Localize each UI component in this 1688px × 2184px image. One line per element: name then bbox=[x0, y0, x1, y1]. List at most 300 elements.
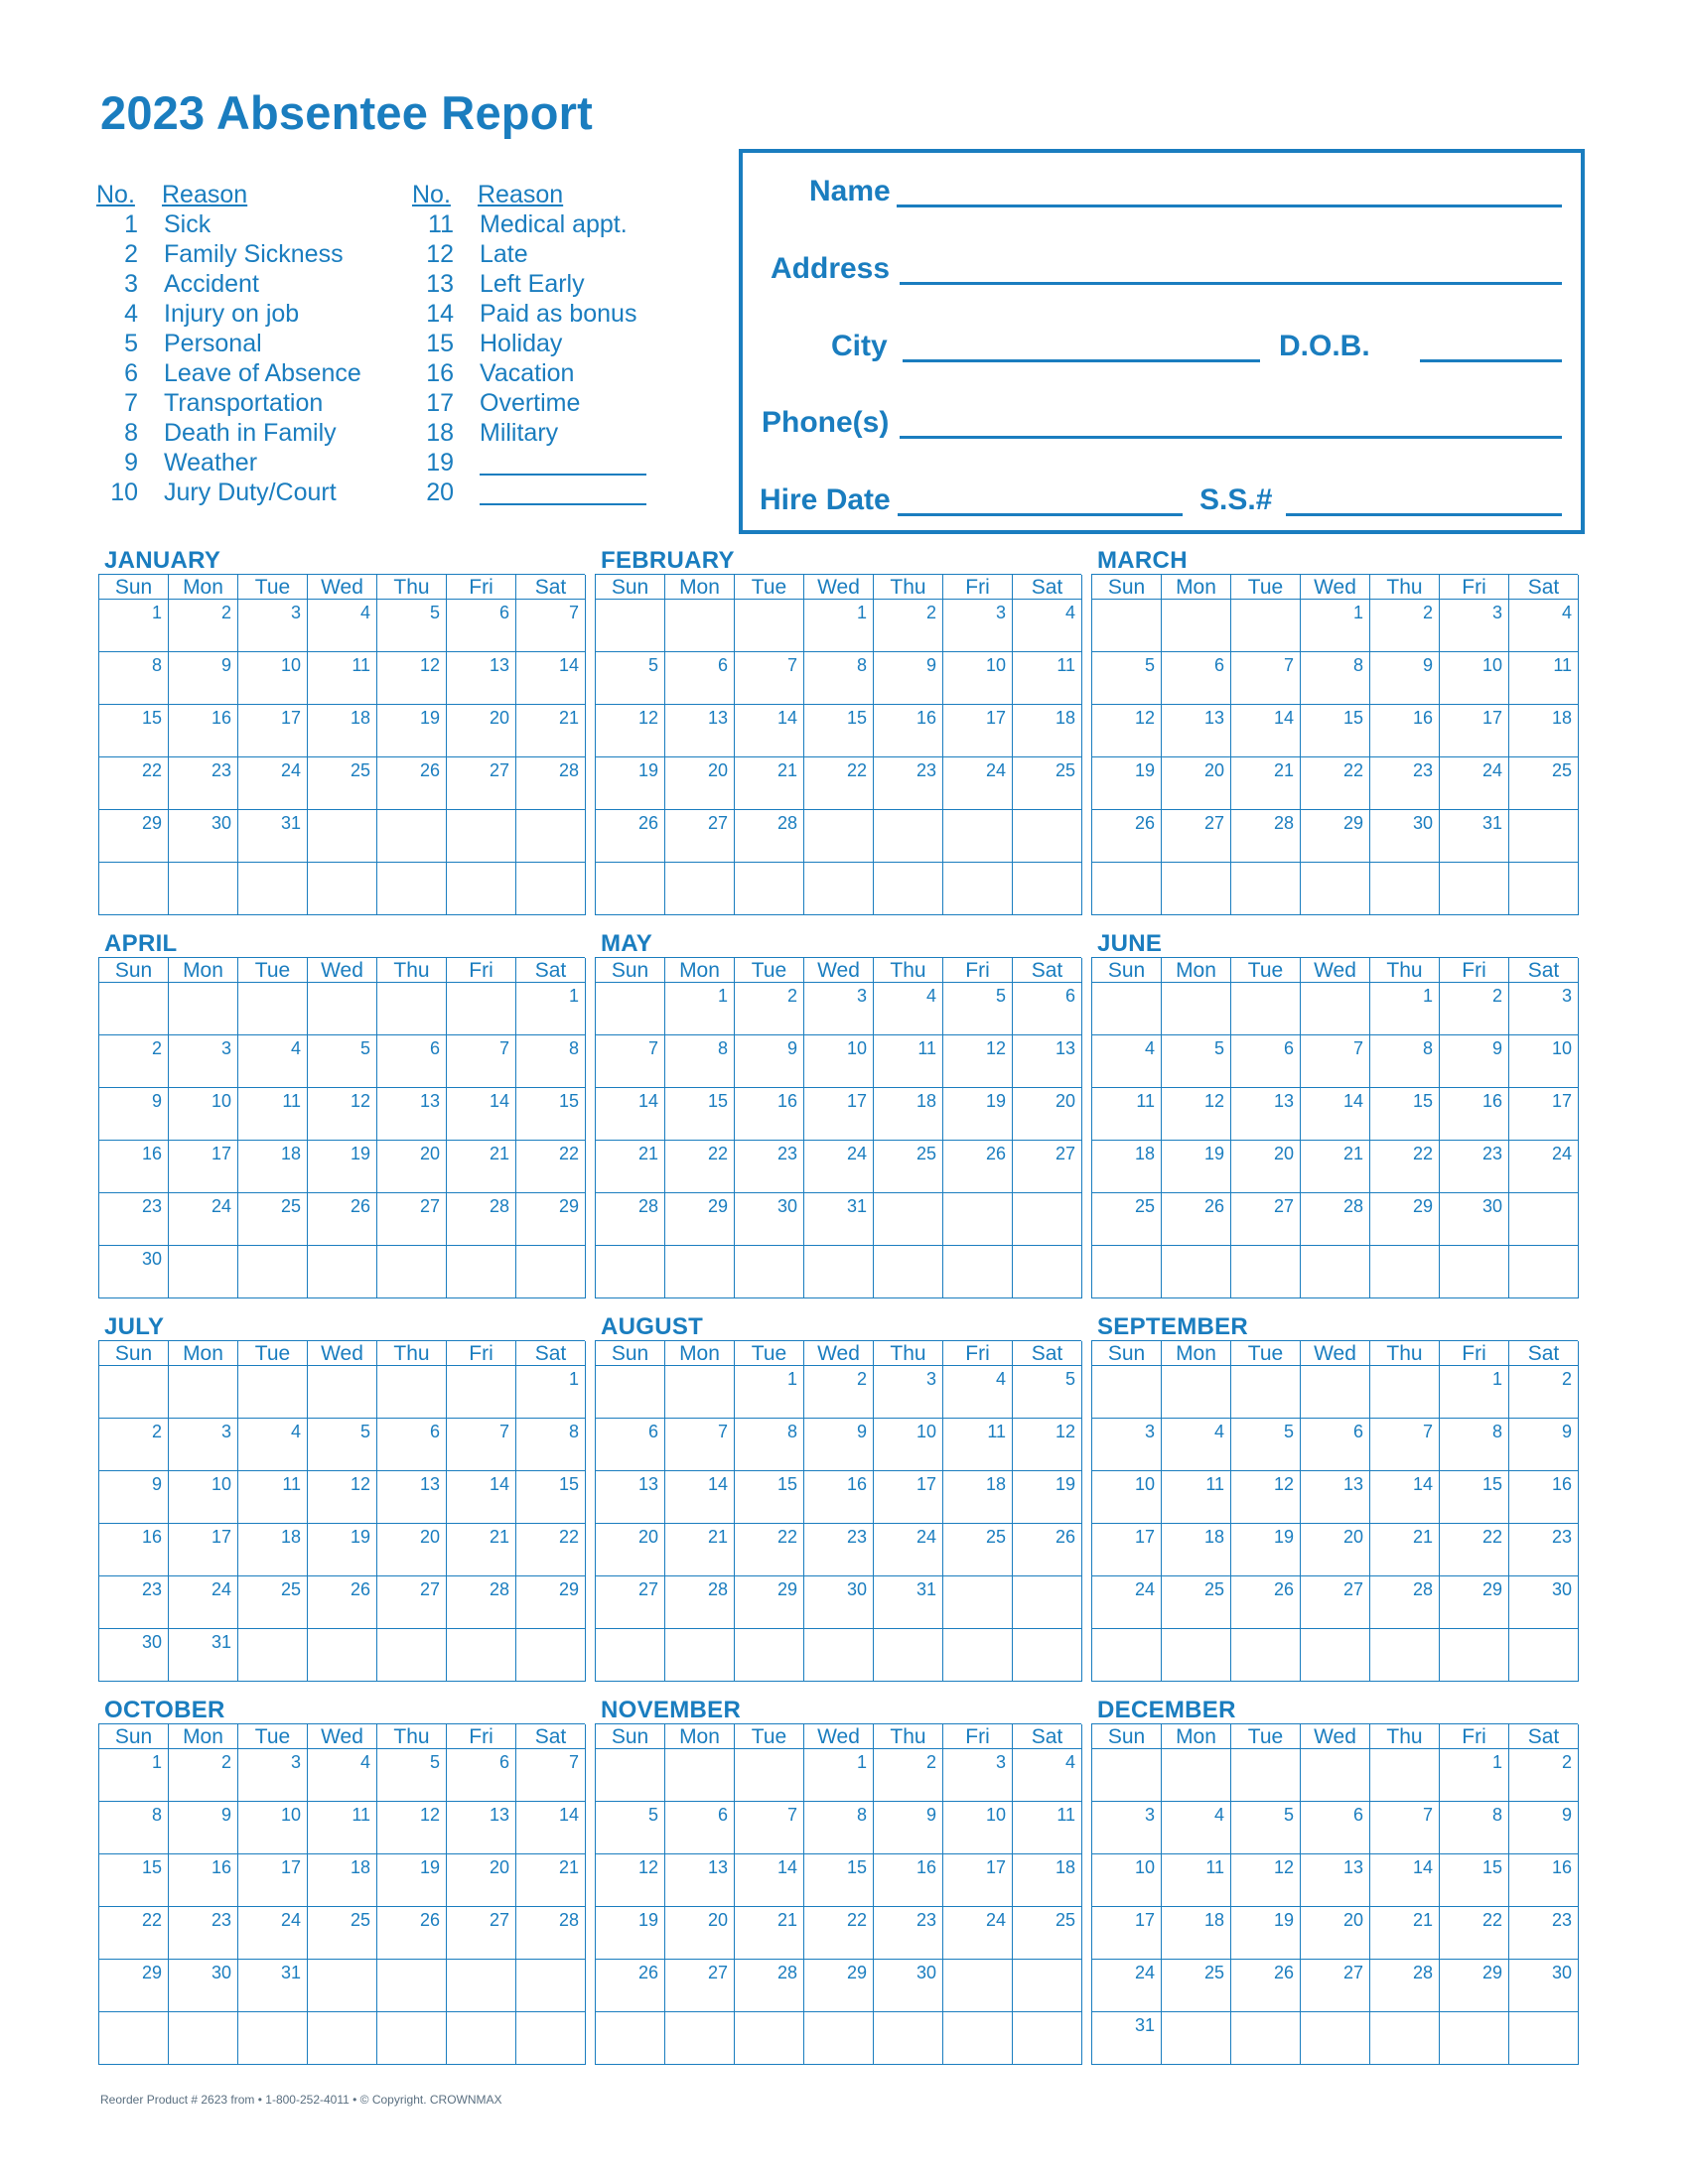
day-cell[interactable]: 17 bbox=[943, 705, 1013, 757]
day-cell[interactable]: 31 bbox=[238, 1960, 308, 2012]
day-cell[interactable] bbox=[377, 1960, 447, 2012]
day-cell[interactable] bbox=[596, 1749, 665, 1802]
day-cell[interactable]: 3 bbox=[943, 600, 1013, 652]
day-cell[interactable]: 28 bbox=[447, 1576, 516, 1629]
day-cell[interactable]: 2 bbox=[874, 1749, 943, 1802]
day-cell[interactable]: 23 bbox=[169, 1907, 238, 1960]
phone-field[interactable] bbox=[900, 436, 1562, 439]
day-cell[interactable]: 24 bbox=[1509, 1141, 1579, 1193]
day-cell[interactable]: 23 bbox=[1509, 1524, 1579, 1576]
day-cell[interactable]: 9 bbox=[804, 1419, 874, 1471]
day-cell[interactable]: 31 bbox=[804, 1193, 874, 1246]
day-cell[interactable]: 13 bbox=[1301, 1471, 1370, 1524]
day-cell[interactable]: 21 bbox=[516, 705, 586, 757]
day-cell[interactable]: 31 bbox=[238, 810, 308, 863]
day-cell[interactable] bbox=[1092, 1366, 1162, 1419]
day-cell[interactable] bbox=[874, 1629, 943, 1682]
day-cell[interactable]: 4 bbox=[874, 983, 943, 1035]
day-cell[interactable]: 11 bbox=[1509, 652, 1579, 705]
day-cell[interactable] bbox=[377, 1246, 447, 1298]
day-cell[interactable]: 21 bbox=[1370, 1524, 1440, 1576]
day-cell[interactable]: 14 bbox=[516, 1802, 586, 1854]
day-cell[interactable]: 19 bbox=[1092, 757, 1162, 810]
day-cell[interactable]: 29 bbox=[516, 1576, 586, 1629]
day-cell[interactable]: 25 bbox=[238, 1193, 308, 1246]
day-cell[interactable] bbox=[169, 2012, 238, 2065]
day-cell[interactable]: 23 bbox=[874, 757, 943, 810]
day-cell[interactable] bbox=[874, 810, 943, 863]
day-cell[interactable]: 27 bbox=[665, 810, 735, 863]
day-cell[interactable]: 18 bbox=[1162, 1907, 1231, 1960]
day-cell[interactable]: 16 bbox=[1440, 1088, 1509, 1141]
day-cell[interactable] bbox=[1231, 1749, 1301, 1802]
day-cell[interactable]: 6 bbox=[1013, 983, 1082, 1035]
day-cell[interactable]: 15 bbox=[516, 1088, 586, 1141]
day-cell[interactable]: 8 bbox=[516, 1035, 586, 1088]
day-cell[interactable]: 10 bbox=[238, 1802, 308, 1854]
day-cell[interactable]: 30 bbox=[1440, 1193, 1509, 1246]
day-cell[interactable]: 1 bbox=[1440, 1366, 1509, 1419]
day-cell[interactable]: 22 bbox=[1440, 1524, 1509, 1576]
day-cell[interactable]: 19 bbox=[1231, 1524, 1301, 1576]
day-cell[interactable] bbox=[735, 600, 804, 652]
day-cell[interactable]: 7 bbox=[735, 1802, 804, 1854]
day-cell[interactable] bbox=[447, 1366, 516, 1419]
day-cell[interactable] bbox=[447, 810, 516, 863]
day-cell[interactable]: 15 bbox=[516, 1471, 586, 1524]
day-cell[interactable]: 7 bbox=[596, 1035, 665, 1088]
day-cell[interactable] bbox=[377, 1366, 447, 1419]
day-cell[interactable]: 6 bbox=[1162, 652, 1231, 705]
day-cell[interactable]: 8 bbox=[1440, 1802, 1509, 1854]
day-cell[interactable]: 29 bbox=[735, 1576, 804, 1629]
day-cell[interactable]: 9 bbox=[1370, 652, 1440, 705]
day-cell[interactable]: 13 bbox=[377, 1471, 447, 1524]
day-cell[interactable]: 2 bbox=[169, 1749, 238, 1802]
day-cell[interactable]: 22 bbox=[735, 1524, 804, 1576]
day-cell[interactable] bbox=[169, 863, 238, 915]
day-cell[interactable]: 30 bbox=[874, 1960, 943, 2012]
day-cell[interactable]: 17 bbox=[874, 1471, 943, 1524]
day-cell[interactable]: 20 bbox=[665, 1907, 735, 1960]
day-cell[interactable]: 26 bbox=[308, 1576, 377, 1629]
day-cell[interactable]: 3 bbox=[238, 1749, 308, 1802]
day-cell[interactable]: 10 bbox=[1440, 652, 1509, 705]
day-cell[interactable]: 27 bbox=[377, 1576, 447, 1629]
day-cell[interactable]: 9 bbox=[1440, 1035, 1509, 1088]
day-cell[interactable] bbox=[804, 863, 874, 915]
day-cell[interactable]: 13 bbox=[1013, 1035, 1082, 1088]
day-cell[interactable] bbox=[1092, 1246, 1162, 1298]
day-cell[interactable] bbox=[1092, 600, 1162, 652]
day-cell[interactable]: 24 bbox=[169, 1193, 238, 1246]
day-cell[interactable] bbox=[1440, 2012, 1509, 2065]
day-cell[interactable]: 4 bbox=[238, 1035, 308, 1088]
day-cell[interactable]: 14 bbox=[1370, 1471, 1440, 1524]
day-cell[interactable]: 20 bbox=[447, 705, 516, 757]
day-cell[interactable]: 7 bbox=[1231, 652, 1301, 705]
day-cell[interactable]: 3 bbox=[804, 983, 874, 1035]
day-cell[interactable]: 26 bbox=[308, 1193, 377, 1246]
day-cell[interactable]: 11 bbox=[874, 1035, 943, 1088]
day-cell[interactable] bbox=[308, 2012, 377, 2065]
day-cell[interactable]: 20 bbox=[377, 1524, 447, 1576]
day-cell[interactable] bbox=[735, 1246, 804, 1298]
day-cell[interactable]: 18 bbox=[238, 1524, 308, 1576]
day-cell[interactable]: 25 bbox=[1013, 757, 1082, 810]
day-cell[interactable]: 5 bbox=[1013, 1366, 1082, 1419]
day-cell[interactable]: 25 bbox=[1092, 1193, 1162, 1246]
day-cell[interactable]: 17 bbox=[238, 705, 308, 757]
day-cell[interactable] bbox=[1509, 1193, 1579, 1246]
day-cell[interactable]: 9 bbox=[735, 1035, 804, 1088]
day-cell[interactable]: 30 bbox=[1370, 810, 1440, 863]
day-cell[interactable] bbox=[804, 1629, 874, 1682]
day-cell[interactable]: 10 bbox=[169, 1471, 238, 1524]
day-cell[interactable]: 3 bbox=[238, 600, 308, 652]
day-cell[interactable]: 14 bbox=[1370, 1854, 1440, 1907]
day-cell[interactable]: 10 bbox=[874, 1419, 943, 1471]
day-cell[interactable] bbox=[1013, 1629, 1082, 1682]
day-cell[interactable] bbox=[447, 2012, 516, 2065]
day-cell[interactable]: 24 bbox=[238, 1907, 308, 1960]
day-cell[interactable]: 17 bbox=[1092, 1524, 1162, 1576]
day-cell[interactable] bbox=[943, 1193, 1013, 1246]
day-cell[interactable]: 21 bbox=[596, 1141, 665, 1193]
day-cell[interactable] bbox=[308, 863, 377, 915]
day-cell[interactable] bbox=[447, 983, 516, 1035]
day-cell[interactable]: 7 bbox=[1301, 1035, 1370, 1088]
day-cell[interactable]: 9 bbox=[99, 1471, 169, 1524]
day-cell[interactable]: 14 bbox=[735, 705, 804, 757]
day-cell[interactable]: 13 bbox=[596, 1471, 665, 1524]
day-cell[interactable]: 21 bbox=[516, 1854, 586, 1907]
day-cell[interactable] bbox=[308, 1366, 377, 1419]
day-cell[interactable]: 16 bbox=[874, 1854, 943, 1907]
day-cell[interactable] bbox=[377, 2012, 447, 2065]
day-cell[interactable] bbox=[665, 2012, 735, 2065]
day-cell[interactable]: 7 bbox=[516, 1749, 586, 1802]
day-cell[interactable]: 8 bbox=[1370, 1035, 1440, 1088]
day-cell[interactable]: 16 bbox=[1509, 1471, 1579, 1524]
day-cell[interactable]: 12 bbox=[308, 1471, 377, 1524]
day-cell[interactable]: 4 bbox=[1013, 600, 1082, 652]
day-cell[interactable] bbox=[169, 983, 238, 1035]
day-cell[interactable]: 10 bbox=[238, 652, 308, 705]
day-cell[interactable] bbox=[1162, 600, 1231, 652]
ssn-field[interactable] bbox=[1286, 513, 1562, 516]
day-cell[interactable]: 19 bbox=[308, 1524, 377, 1576]
day-cell[interactable]: 30 bbox=[99, 1246, 169, 1298]
day-cell[interactable] bbox=[665, 1366, 735, 1419]
day-cell[interactable] bbox=[516, 2012, 586, 2065]
day-cell[interactable] bbox=[1231, 983, 1301, 1035]
day-cell[interactable]: 24 bbox=[874, 1524, 943, 1576]
day-cell[interactable]: 27 bbox=[1301, 1576, 1370, 1629]
day-cell[interactable]: 1 bbox=[99, 1749, 169, 1802]
day-cell[interactable]: 30 bbox=[804, 1576, 874, 1629]
day-cell[interactable] bbox=[1013, 2012, 1082, 2065]
day-cell[interactable] bbox=[169, 1246, 238, 1298]
day-cell[interactable]: 29 bbox=[516, 1193, 586, 1246]
address-field[interactable] bbox=[900, 282, 1562, 285]
day-cell[interactable]: 25 bbox=[874, 1141, 943, 1193]
day-cell[interactable]: 8 bbox=[1301, 652, 1370, 705]
day-cell[interactable] bbox=[169, 1366, 238, 1419]
day-cell[interactable] bbox=[1092, 1749, 1162, 1802]
day-cell[interactable]: 20 bbox=[447, 1854, 516, 1907]
day-cell[interactable] bbox=[943, 1576, 1013, 1629]
day-cell[interactable]: 26 bbox=[596, 1960, 665, 2012]
day-cell[interactable]: 11 bbox=[1013, 652, 1082, 705]
day-cell[interactable] bbox=[1509, 863, 1579, 915]
day-cell[interactable]: 13 bbox=[447, 1802, 516, 1854]
day-cell[interactable] bbox=[596, 1366, 665, 1419]
day-cell[interactable]: 29 bbox=[99, 1960, 169, 2012]
day-cell[interactable] bbox=[1370, 863, 1440, 915]
day-cell[interactable]: 21 bbox=[735, 757, 804, 810]
day-cell[interactable] bbox=[1162, 983, 1231, 1035]
day-cell[interactable]: 12 bbox=[1013, 1419, 1082, 1471]
day-cell[interactable]: 19 bbox=[596, 1907, 665, 1960]
day-cell[interactable]: 29 bbox=[1440, 1960, 1509, 2012]
day-cell[interactable] bbox=[516, 1629, 586, 1682]
day-cell[interactable]: 13 bbox=[665, 705, 735, 757]
day-cell[interactable]: 6 bbox=[596, 1419, 665, 1471]
day-cell[interactable]: 4 bbox=[943, 1366, 1013, 1419]
day-cell[interactable]: 24 bbox=[1092, 1576, 1162, 1629]
day-cell[interactable]: 25 bbox=[1162, 1960, 1231, 2012]
day-cell[interactable]: 28 bbox=[516, 1907, 586, 1960]
day-cell[interactable]: 6 bbox=[447, 600, 516, 652]
day-cell[interactable] bbox=[1231, 863, 1301, 915]
day-cell[interactable] bbox=[308, 1246, 377, 1298]
day-cell[interactable] bbox=[1231, 1366, 1301, 1419]
day-cell[interactable]: 28 bbox=[735, 1960, 804, 2012]
day-cell[interactable]: 28 bbox=[735, 810, 804, 863]
day-cell[interactable]: 7 bbox=[447, 1419, 516, 1471]
day-cell[interactable]: 26 bbox=[1013, 1524, 1082, 1576]
day-cell[interactable]: 5 bbox=[596, 652, 665, 705]
day-cell[interactable]: 5 bbox=[1092, 652, 1162, 705]
day-cell[interactable]: 29 bbox=[1440, 1576, 1509, 1629]
day-cell[interactable]: 22 bbox=[1440, 1907, 1509, 1960]
day-cell[interactable] bbox=[99, 1366, 169, 1419]
day-cell[interactable]: 3 bbox=[169, 1419, 238, 1471]
day-cell[interactable]: 22 bbox=[516, 1524, 586, 1576]
day-cell[interactable]: 24 bbox=[238, 757, 308, 810]
day-cell[interactable]: 8 bbox=[665, 1035, 735, 1088]
day-cell[interactable] bbox=[943, 810, 1013, 863]
day-cell[interactable]: 26 bbox=[943, 1141, 1013, 1193]
day-cell[interactable] bbox=[238, 1246, 308, 1298]
day-cell[interactable] bbox=[238, 2012, 308, 2065]
day-cell[interactable]: 16 bbox=[99, 1141, 169, 1193]
day-cell[interactable] bbox=[238, 863, 308, 915]
day-cell[interactable]: 17 bbox=[169, 1524, 238, 1576]
day-cell[interactable] bbox=[447, 1960, 516, 2012]
day-cell[interactable]: 15 bbox=[1440, 1471, 1509, 1524]
day-cell[interactable]: 18 bbox=[1013, 705, 1082, 757]
day-cell[interactable]: 4 bbox=[1092, 1035, 1162, 1088]
day-cell[interactable] bbox=[943, 1629, 1013, 1682]
day-cell[interactable]: 17 bbox=[1440, 705, 1509, 757]
day-cell[interactable] bbox=[516, 863, 586, 915]
day-cell[interactable] bbox=[1162, 1629, 1231, 1682]
day-cell[interactable]: 20 bbox=[377, 1141, 447, 1193]
day-cell[interactable] bbox=[596, 1629, 665, 1682]
day-cell[interactable] bbox=[735, 863, 804, 915]
day-cell[interactable]: 26 bbox=[1162, 1193, 1231, 1246]
day-cell[interactable] bbox=[1509, 1629, 1579, 1682]
day-cell[interactable]: 23 bbox=[99, 1576, 169, 1629]
day-cell[interactable]: 2 bbox=[1509, 1749, 1579, 1802]
day-cell[interactable]: 22 bbox=[99, 757, 169, 810]
day-cell[interactable]: 2 bbox=[735, 983, 804, 1035]
day-cell[interactable]: 20 bbox=[1301, 1907, 1370, 1960]
day-cell[interactable]: 19 bbox=[377, 705, 447, 757]
day-cell[interactable] bbox=[238, 1366, 308, 1419]
day-cell[interactable]: 11 bbox=[943, 1419, 1013, 1471]
day-cell[interactable]: 17 bbox=[238, 1854, 308, 1907]
day-cell[interactable]: 29 bbox=[99, 810, 169, 863]
day-cell[interactable]: 30 bbox=[169, 1960, 238, 2012]
day-cell[interactable] bbox=[516, 1960, 586, 2012]
day-cell[interactable]: 27 bbox=[377, 1193, 447, 1246]
day-cell[interactable]: 28 bbox=[1370, 1576, 1440, 1629]
day-cell[interactable] bbox=[665, 600, 735, 652]
day-cell[interactable]: 12 bbox=[596, 1854, 665, 1907]
day-cell[interactable]: 11 bbox=[1013, 1802, 1082, 1854]
day-cell[interactable] bbox=[665, 1749, 735, 1802]
day-cell[interactable]: 13 bbox=[665, 1854, 735, 1907]
day-cell[interactable]: 27 bbox=[447, 1907, 516, 1960]
day-cell[interactable]: 2 bbox=[99, 1419, 169, 1471]
day-cell[interactable]: 15 bbox=[665, 1088, 735, 1141]
day-cell[interactable]: 15 bbox=[735, 1471, 804, 1524]
day-cell[interactable]: 23 bbox=[1370, 757, 1440, 810]
day-cell[interactable]: 23 bbox=[99, 1193, 169, 1246]
day-cell[interactable]: 12 bbox=[308, 1088, 377, 1141]
day-cell[interactable]: 2 bbox=[1440, 983, 1509, 1035]
day-cell[interactable]: 18 bbox=[1092, 1141, 1162, 1193]
city-field[interactable] bbox=[903, 359, 1260, 362]
day-cell[interactable] bbox=[1162, 1246, 1231, 1298]
day-cell[interactable] bbox=[1440, 863, 1509, 915]
day-cell[interactable]: 29 bbox=[1301, 810, 1370, 863]
day-cell[interactable]: 30 bbox=[1509, 1960, 1579, 2012]
day-cell[interactable]: 31 bbox=[874, 1576, 943, 1629]
day-cell[interactable]: 23 bbox=[874, 1907, 943, 1960]
day-cell[interactable] bbox=[1370, 1749, 1440, 1802]
day-cell[interactable] bbox=[665, 863, 735, 915]
day-cell[interactable]: 19 bbox=[1013, 1471, 1082, 1524]
day-cell[interactable]: 1 bbox=[1370, 983, 1440, 1035]
day-cell[interactable]: 14 bbox=[1301, 1088, 1370, 1141]
day-cell[interactable]: 10 bbox=[1092, 1854, 1162, 1907]
day-cell[interactable]: 5 bbox=[596, 1802, 665, 1854]
day-cell[interactable]: 6 bbox=[1231, 1035, 1301, 1088]
day-cell[interactable] bbox=[1013, 1193, 1082, 1246]
dob-field[interactable] bbox=[1420, 359, 1562, 362]
day-cell[interactable]: 18 bbox=[943, 1471, 1013, 1524]
day-cell[interactable]: 12 bbox=[1162, 1088, 1231, 1141]
day-cell[interactable]: 14 bbox=[516, 652, 586, 705]
day-cell[interactable]: 17 bbox=[804, 1088, 874, 1141]
day-cell[interactable]: 14 bbox=[447, 1088, 516, 1141]
day-cell[interactable]: 18 bbox=[1162, 1524, 1231, 1576]
day-cell[interactable]: 18 bbox=[1509, 705, 1579, 757]
day-cell[interactable]: 5 bbox=[377, 600, 447, 652]
day-cell[interactable] bbox=[1301, 2012, 1370, 2065]
day-cell[interactable] bbox=[804, 1246, 874, 1298]
day-cell[interactable]: 5 bbox=[1231, 1802, 1301, 1854]
day-cell[interactable]: 12 bbox=[943, 1035, 1013, 1088]
day-cell[interactable]: 24 bbox=[943, 757, 1013, 810]
day-cell[interactable]: 6 bbox=[1301, 1419, 1370, 1471]
day-cell[interactable]: 27 bbox=[1013, 1141, 1082, 1193]
day-cell[interactable] bbox=[1301, 863, 1370, 915]
day-cell[interactable]: 18 bbox=[1013, 1854, 1082, 1907]
day-cell[interactable]: 15 bbox=[804, 705, 874, 757]
day-cell[interactable]: 23 bbox=[1440, 1141, 1509, 1193]
day-cell[interactable]: 24 bbox=[1440, 757, 1509, 810]
day-cell[interactable]: 22 bbox=[99, 1907, 169, 1960]
day-cell[interactable]: 6 bbox=[377, 1419, 447, 1471]
day-cell[interactable] bbox=[1301, 1246, 1370, 1298]
day-cell[interactable] bbox=[99, 863, 169, 915]
day-cell[interactable] bbox=[1509, 2012, 1579, 2065]
day-cell[interactable] bbox=[1231, 1629, 1301, 1682]
day-cell[interactable]: 11 bbox=[1162, 1854, 1231, 1907]
day-cell[interactable] bbox=[1013, 863, 1082, 915]
day-cell[interactable]: 5 bbox=[377, 1749, 447, 1802]
day-cell[interactable]: 6 bbox=[665, 1802, 735, 1854]
day-cell[interactable] bbox=[596, 2012, 665, 2065]
day-cell[interactable]: 19 bbox=[377, 1854, 447, 1907]
day-cell[interactable]: 19 bbox=[596, 757, 665, 810]
day-cell[interactable]: 27 bbox=[596, 1576, 665, 1629]
day-cell[interactable]: 24 bbox=[1092, 1960, 1162, 2012]
day-cell[interactable]: 18 bbox=[238, 1141, 308, 1193]
day-cell[interactable] bbox=[308, 810, 377, 863]
day-cell[interactable] bbox=[1092, 983, 1162, 1035]
day-cell[interactable]: 10 bbox=[169, 1088, 238, 1141]
day-cell[interactable]: 21 bbox=[665, 1524, 735, 1576]
day-cell[interactable]: 24 bbox=[804, 1141, 874, 1193]
day-cell[interactable]: 10 bbox=[804, 1035, 874, 1088]
day-cell[interactable]: 31 bbox=[1092, 2012, 1162, 2065]
day-cell[interactable]: 3 bbox=[1440, 600, 1509, 652]
day-cell[interactable]: 8 bbox=[735, 1419, 804, 1471]
day-cell[interactable] bbox=[238, 983, 308, 1035]
day-cell[interactable]: 22 bbox=[804, 757, 874, 810]
day-cell[interactable]: 26 bbox=[596, 810, 665, 863]
day-cell[interactable]: 20 bbox=[1162, 757, 1231, 810]
day-cell[interactable]: 7 bbox=[447, 1035, 516, 1088]
day-cell[interactable]: 1 bbox=[804, 600, 874, 652]
day-cell[interactable]: 23 bbox=[1509, 1907, 1579, 1960]
day-cell[interactable]: 11 bbox=[238, 1088, 308, 1141]
day-cell[interactable]: 27 bbox=[1231, 1193, 1301, 1246]
day-cell[interactable]: 6 bbox=[1301, 1802, 1370, 1854]
day-cell[interactable]: 21 bbox=[1231, 757, 1301, 810]
day-cell[interactable] bbox=[804, 810, 874, 863]
day-cell[interactable]: 20 bbox=[596, 1524, 665, 1576]
day-cell[interactable]: 19 bbox=[1162, 1141, 1231, 1193]
day-cell[interactable]: 10 bbox=[1092, 1471, 1162, 1524]
day-cell[interactable] bbox=[1301, 1629, 1370, 1682]
